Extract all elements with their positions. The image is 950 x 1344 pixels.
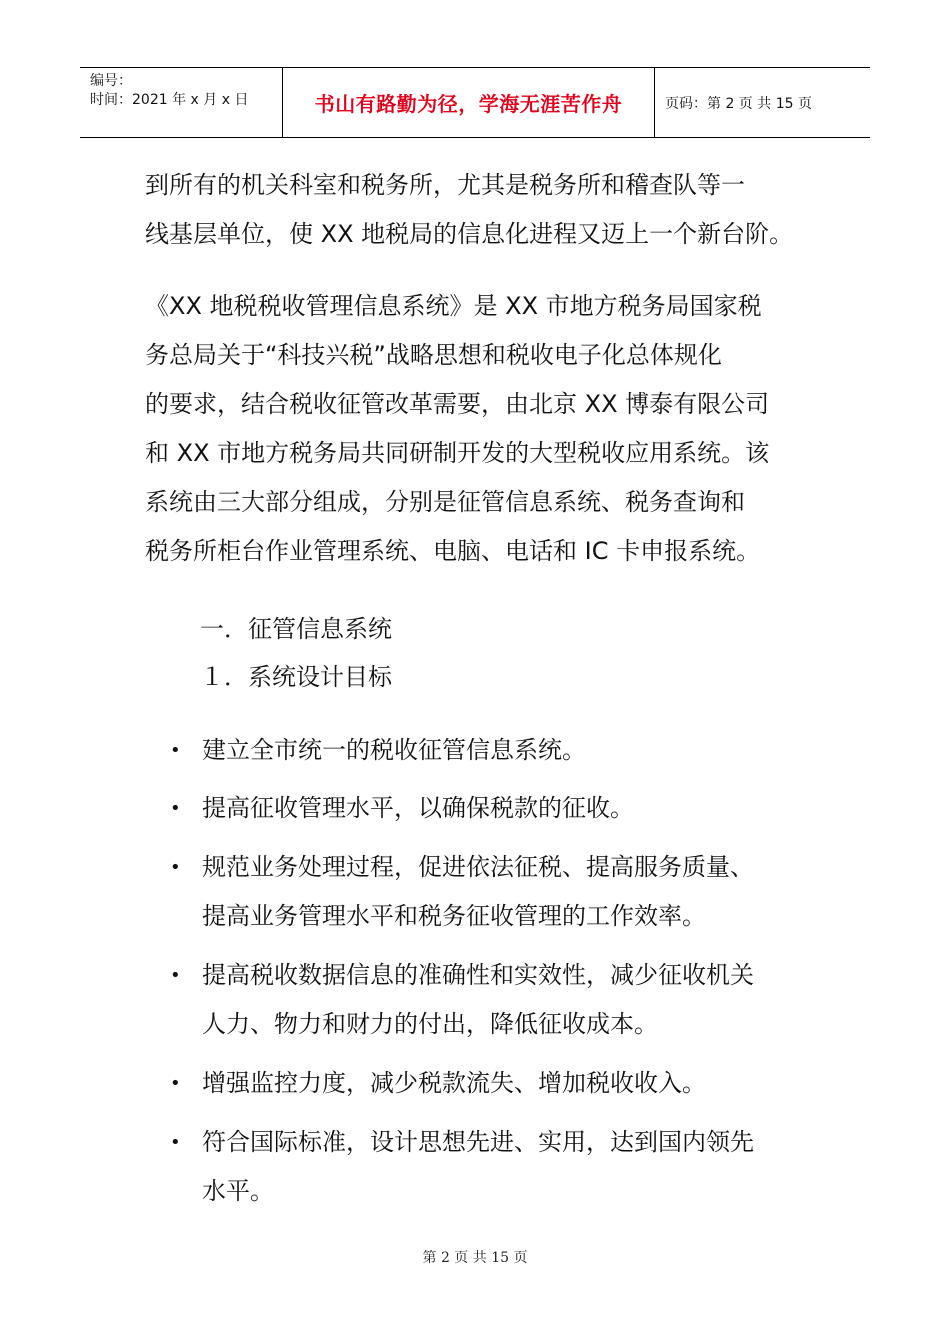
bullet-icon: • [170,857,181,878]
bullet-icon: • [170,965,181,986]
list-item-text: 规范业务处理过程，促进依法征税、提高服务质量、 [202,853,754,881]
paragraph-line: 和 XX 市地方税务局共同研制开发的大型税收应用系统。该 [145,439,770,467]
bullet-icon: • [170,1073,181,1094]
header-page-info: 页码：第 2 页 共 15 页 [665,95,812,112]
list-item-text: 建立全市统一的税收征管信息系统。 [202,736,586,764]
paragraph-line: 系统由三大部分组成，分别是征管信息系统、税务查询和 [145,488,745,516]
page-footer: 第 2 页 共 15 页 [422,1250,528,1266]
paragraph-1 [145,161,810,259]
list-item [170,784,830,833]
list-item-text: 提高业务管理水平和税务征收管理的工作效率。 [202,902,706,930]
paragraph-line: 的要求，结合税收征管改革需要，由北京 XX 博泰有限公司 [145,390,770,418]
paragraph-line: 《XX 地税税收管理信息系统》是 XX 市地方税务局国家税 [145,292,762,320]
number-label: 编号： [90,73,132,89]
section-heading: 一．征管信息系统 [200,615,392,643]
list-item [170,951,830,1049]
paragraph-line: 税务所柜台作业管理系统、电脑、电话和 IC 卡申报系统。 [145,537,761,565]
list-item-text: 提高征收管理水平，以确保税款的征收。 [202,794,634,822]
paragraph-line: 务总局关于“科技兴税”战略思想和税收电子化总体规化 [145,341,722,369]
list-item-text: 提高税收数据信息的准确性和实效性，减少征收机关 [202,961,754,989]
page-header [80,67,870,138]
header-meta [80,68,282,137]
bullet-icon: • [170,1132,181,1153]
list-item-text: 符合国际标准，设计思想先进、实用，达到国内领先 [202,1128,754,1156]
bullet-icon: • [170,740,181,761]
subsection-heading: １．系统设计目标 [200,663,392,691]
list-item-text: 增强监控力度，减少税款流失、增加税收收入。 [202,1069,706,1097]
list-item-text: 水平。 [202,1177,274,1205]
list-item [170,1059,830,1108]
list-item-text: 人力、物力和财力的付出，降低征收成本。 [202,1010,658,1038]
list-item [170,726,830,775]
paragraph-2 [145,282,810,576]
paragraph-line: 线基层单位，使 XX 地税局的信息化进程又迈上一个新台阶。 [145,220,794,248]
header-motto: 书山有路勤为径，学海无涯苦作舟 [282,68,655,137]
list-item [170,1118,830,1216]
list-item [170,843,830,941]
bullet-icon: • [170,798,181,819]
time-label: 时间：2021 年 x 月 x 日 [90,92,249,108]
paragraph-line: 到所有的机关科室和税务所，尤其是税务所和稽查队等一 [145,171,745,199]
